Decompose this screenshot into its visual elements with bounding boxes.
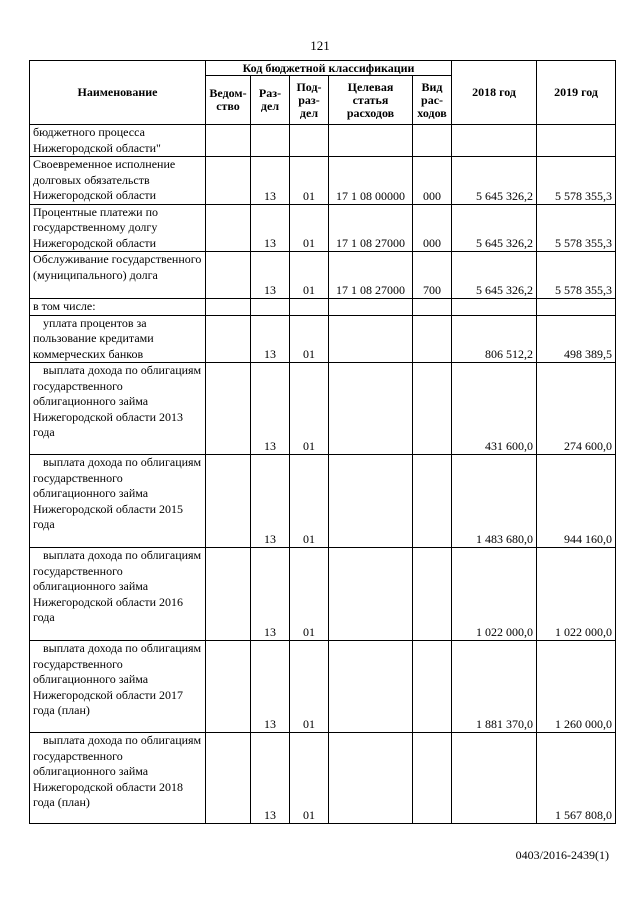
row-razdel: 13	[251, 363, 290, 455]
row-razdel: 13	[251, 641, 290, 733]
row-2019-value	[537, 299, 616, 316]
row-vedomstvo	[206, 548, 251, 641]
row-vedomstvo	[206, 299, 251, 316]
page-number: 121	[310, 38, 330, 53]
row-razdel	[251, 299, 290, 316]
row-2019-value: 944 160,0	[537, 455, 616, 548]
row-razdel: 13	[251, 733, 290, 824]
row-vedomstvo	[206, 315, 251, 363]
header-podrazdel: Под- раз- дел	[290, 76, 329, 125]
row-razdel: 13	[251, 204, 290, 252]
table-row	[30, 299, 616, 316]
row-podrazdel: 01	[290, 363, 329, 455]
row-vedomstvo	[206, 455, 251, 548]
row-name: в том числе:	[30, 299, 206, 316]
table-row	[30, 733, 616, 824]
row-razdel: 13	[251, 252, 290, 299]
row-vedomstvo	[206, 204, 251, 252]
row-vid: 000	[413, 157, 452, 205]
row-vid	[413, 315, 452, 363]
header-vedomstvo: Ведом- ство	[206, 76, 251, 125]
row-2018-value: 806 512,2	[452, 315, 537, 363]
row-2019-value: 5 578 355,3	[537, 204, 616, 252]
table-row	[30, 315, 616, 363]
row-2018-value	[452, 299, 537, 316]
table-row	[30, 125, 616, 157]
row-podrazdel	[290, 125, 329, 157]
row-2018-value	[452, 733, 537, 824]
table-row	[30, 641, 616, 733]
row-podrazdel: 01	[290, 204, 329, 252]
row-target: 17 1 08 27000	[329, 204, 413, 252]
row-2018-value: 1 483 680,0	[452, 455, 537, 548]
row-razdel: 13	[251, 548, 290, 641]
row-podrazdel: 01	[290, 733, 329, 824]
row-2019-value: 1 022 000,0	[537, 548, 616, 641]
row-vid: 000	[413, 204, 452, 252]
row-podrazdel: 01	[290, 548, 329, 641]
row-2018-value: 1 881 370,0	[452, 641, 537, 733]
table-row	[30, 252, 616, 299]
row-2018-value: 5 645 326,2	[452, 157, 537, 205]
table-body	[30, 125, 616, 824]
row-2018-value: 5 645 326,2	[452, 252, 537, 299]
row-razdel: 13	[251, 455, 290, 548]
budget-table	[29, 60, 616, 824]
row-vedomstvo	[206, 641, 251, 733]
row-razdel	[251, 125, 290, 157]
row-vid	[413, 455, 452, 548]
header-name: Наименование	[30, 61, 206, 125]
row-name: Своевременное исполнение долговых обязательств Нижегородской области	[30, 157, 206, 205]
table-row	[30, 455, 616, 548]
row-vedomstvo	[206, 363, 251, 455]
row-vid	[413, 733, 452, 824]
row-vid: 700	[413, 252, 452, 299]
row-podrazdel	[290, 299, 329, 316]
header-row-top	[30, 61, 616, 76]
row-2019-value: 274 600,0	[537, 363, 616, 455]
table-row	[30, 548, 616, 641]
header-code-group: Код бюджетной классификации	[206, 61, 452, 76]
row-vid	[413, 548, 452, 641]
row-target	[329, 641, 413, 733]
row-podrazdel: 01	[290, 315, 329, 363]
row-razdel: 13	[251, 157, 290, 205]
row-podrazdel: 01	[290, 641, 329, 733]
row-2019-value: 1 260 000,0	[537, 641, 616, 733]
row-2019-value: 5 578 355,3	[537, 157, 616, 205]
row-2018-value: 5 645 326,2	[452, 204, 537, 252]
row-target	[329, 299, 413, 316]
row-name: выплата дохода по облигациям государственного облигационного займа Нижегородской области 2016 года	[30, 548, 206, 641]
row-name: выплата дохода по облигациям государственного облигационного займа Нижегородской области 2013 года	[30, 363, 206, 455]
header-vid: Вид рас- ходов	[413, 76, 452, 125]
row-target	[329, 315, 413, 363]
document-number: 0403/2016-2439(1)	[515, 848, 609, 862]
table-row	[30, 204, 616, 252]
row-vid	[413, 125, 452, 157]
row-target: 17 1 08 27000	[329, 252, 413, 299]
table-row	[30, 157, 616, 205]
row-vedomstvo	[206, 157, 251, 205]
row-name: уплата процентов за пользование кредитами коммерческих банков	[30, 315, 206, 363]
row-target	[329, 363, 413, 455]
row-name: бюджетного процесса Нижегородской области"	[30, 125, 206, 157]
row-name: выплата дохода по облигациям государственного облигационного займа Нижегородской области 2015 года	[30, 455, 206, 548]
row-2018-value: 1 022 000,0	[452, 548, 537, 641]
row-2019-value: 5 578 355,3	[537, 252, 616, 299]
header-year-2019: 2019 год	[537, 61, 616, 125]
row-target	[329, 455, 413, 548]
header-year-2018: 2018 год	[452, 61, 537, 125]
row-2019-value	[537, 125, 616, 157]
row-vedomstvo	[206, 252, 251, 299]
row-podrazdel: 01	[290, 455, 329, 548]
row-2018-value: 431 600,0	[452, 363, 537, 455]
row-vid	[413, 299, 452, 316]
row-vedomstvo	[206, 733, 251, 824]
row-vedomstvo	[206, 125, 251, 157]
row-target: 17 1 08 00000	[329, 157, 413, 205]
row-vid	[413, 363, 452, 455]
row-vid	[413, 641, 452, 733]
row-2019-value: 1 567 808,0	[537, 733, 616, 824]
row-podrazdel: 01	[290, 252, 329, 299]
row-podrazdel: 01	[290, 157, 329, 205]
row-name: выплата дохода по облигациям государственного облигационного займа Нижегородской области 2018 года (план)	[30, 733, 206, 824]
row-target	[329, 548, 413, 641]
row-name: Обслуживание государственного (муниципального) долга	[30, 252, 206, 299]
row-name: Процентные платежи по государственному долгу Нижегородской области	[30, 204, 206, 252]
row-target	[329, 733, 413, 824]
header-target: Целевая статья расходов	[329, 76, 413, 125]
row-2018-value	[452, 125, 537, 157]
row-2019-value: 498 389,5	[537, 315, 616, 363]
row-razdel: 13	[251, 315, 290, 363]
row-target	[329, 125, 413, 157]
row-name: выплата дохода по облигациям государственного облигационного займа Нижегородской области 2017 года (план)	[30, 641, 206, 733]
header-razdel: Раз- дел	[251, 76, 290, 125]
table-row	[30, 363, 616, 455]
